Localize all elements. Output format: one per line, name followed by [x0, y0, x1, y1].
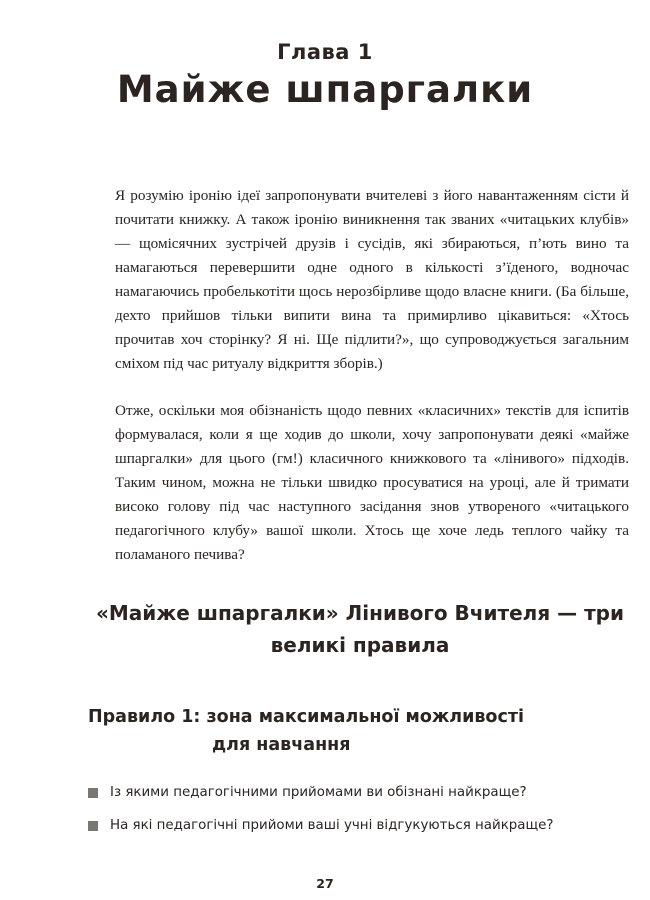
rule-heading: [88, 703, 608, 759]
square-bullet-icon: [88, 788, 98, 798]
body-paragraph-2: Отже, оскільки моя обізнаність щодо певних «класичних» текстів для іспитів формувалася, коли я ще ходив до школи, хочу запропонувати деякі «майже шпаргалки» для цього (гм!) класичного книжкового та «лінивого» підходів. Таким чином, можна не тільки швидко просуватися на уроці, але й тримати високо голову під час наступного засідання знов утвореного «читацького педагогічного клубу» вашої школи. Хтось ще хоче ледь теплого чайку та поламаного печива?: [115, 402, 629, 563]
list-item: [88, 783, 618, 803]
rule-heading-line-1: Правило 1: зона максимальної можливості: [88, 707, 524, 727]
page-number: 27: [316, 876, 334, 891]
list-item: [88, 816, 618, 836]
square-bullet-icon: [88, 821, 98, 831]
question-text: Із якими педагогічними прийомами ви обізнані найкраще?: [110, 785, 527, 800]
body-paragraph-1: Я розумію іронію ідеї запропонувати вчителеві з його навантаженням сісти й почитати книжку. А також іронію виникнення так званих «читацьких клубів» — щомісячних зустрічей друзів і сусідів, які збираються, п’ють вино та намагаються перевершити одне одного в кількості з’їденого, водночас намагаючись пробелькотіти щось нерозбірливе щодо власне книги. (Ба більше, дехто прийшов тільки випити вина та примирливо цікавиться: «Хтось прочитав хоч сторінку? Я ні. Ще підлити?», що супроводжується загальним сміхом під час ритуалу відкриття зборів.): [115, 187, 629, 372]
chapter-label: Глава 1: [277, 40, 373, 64]
section-heading: «Майже шпаргалки» Лінивого Вчителя — три великі правила: [95, 601, 625, 657]
rule-heading-line-2: для навчання: [212, 735, 351, 755]
chapter-title: Майже шпаргалки: [116, 68, 534, 111]
question-text: На які педагогічні прийоми ваші учні відгукуються найкраще?: [110, 818, 554, 833]
question-list: [88, 783, 618, 849]
